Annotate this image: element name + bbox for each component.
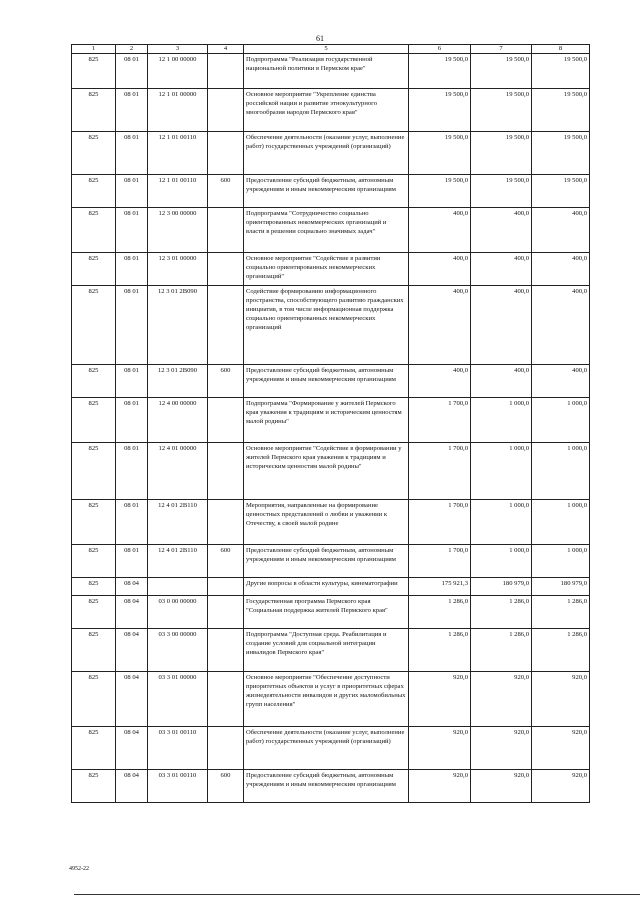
agency-code-cell: 825 (72, 727, 116, 770)
expense-type-cell (208, 54, 244, 89)
expense-type-cell (208, 132, 244, 175)
target-article-cell: 12 4 01 00000 (148, 443, 208, 500)
table-row (72, 596, 590, 629)
agency-code-cell: 825 (72, 500, 116, 545)
agency-code-cell: 825 (72, 286, 116, 365)
item-name-cell: Основное мероприятие "Укрепление единства российской нации и развитие этнокультурного многообразия народов Пермского края" (244, 89, 409, 132)
section-code-cell: 08 04 (116, 629, 148, 672)
item-name-cell: Основное мероприятие "Содействие в формировании у жителей Пермского края уважения к традициям и историческим ценностям малой родины" (244, 443, 409, 500)
section-code-cell: 08 04 (116, 578, 148, 596)
amount-cell: 1 000,0 (471, 545, 532, 578)
page-number: 61 (316, 34, 324, 43)
amount-cell: 400,0 (471, 286, 532, 365)
amount-cell: 400,0 (409, 365, 471, 398)
amount-cell: 175 921,3 (409, 578, 471, 596)
item-name-cell: Другие вопросы в области культуры, кинематографии (244, 578, 409, 596)
table-row (72, 132, 590, 175)
amount-cell: 19 500,0 (532, 132, 590, 175)
expense-type-cell: 600 (208, 175, 244, 208)
target-article-cell: 12 3 01 2В090 (148, 365, 208, 398)
item-name-cell: Подпрограмма "Доступная среда. Реабилитация и создание условий для социальной интеграции инвалидов Пермского края" (244, 629, 409, 672)
amount-cell: 400,0 (409, 286, 471, 365)
expense-type-cell (208, 398, 244, 443)
expense-type-cell (208, 578, 244, 596)
target-article-cell: 03 0 00 00000 (148, 596, 208, 629)
column-header: 2 (116, 45, 148, 54)
column-header: 5 (244, 45, 409, 54)
amount-cell: 1 700,0 (409, 398, 471, 443)
section-code-cell: 08 04 (116, 672, 148, 727)
amount-cell: 19 500,0 (471, 54, 532, 89)
amount-cell: 19 500,0 (532, 175, 590, 208)
item-name-cell: Основное мероприятие "Обеспечение доступности приоритетных объектов и услуг в приоритетных сферах жизнедеятельности инвалидов и других маломобильных групп населения" (244, 672, 409, 727)
table-row (72, 545, 590, 578)
amount-cell: 180 979,0 (471, 578, 532, 596)
agency-code-cell: 825 (72, 208, 116, 253)
section-code-cell: 08 01 (116, 175, 148, 208)
amount-cell: 920,0 (471, 770, 532, 803)
agency-code-cell: 825 (72, 365, 116, 398)
section-code-cell: 08 01 (116, 545, 148, 578)
table-row (72, 175, 590, 208)
column-header-row (72, 45, 590, 54)
amount-cell: 1 000,0 (532, 398, 590, 443)
target-article-cell: 03 3 00 00000 (148, 629, 208, 672)
table-row (72, 398, 590, 443)
amount-cell: 920,0 (409, 727, 471, 770)
table-row (72, 89, 590, 132)
amount-cell: 920,0 (409, 770, 471, 803)
expense-type-cell (208, 500, 244, 545)
agency-code-cell: 825 (72, 398, 116, 443)
expense-type-cell: 600 (208, 365, 244, 398)
section-code-cell: 08 01 (116, 443, 148, 500)
target-article-cell: 03 3 01 00110 (148, 770, 208, 803)
table-row (72, 578, 590, 596)
expense-type-cell (208, 727, 244, 770)
amount-cell: 19 500,0 (471, 132, 532, 175)
agency-code-cell: 825 (72, 443, 116, 500)
item-name-cell: Предоставление субсидий бюджетным, автономным учреждениям и иным некоммерческим организациям (244, 175, 409, 208)
table-row (72, 629, 590, 672)
section-code-cell: 08 01 (116, 253, 148, 286)
agency-code-cell: 825 (72, 596, 116, 629)
table-row (72, 54, 590, 89)
amount-cell: 400,0 (409, 253, 471, 286)
agency-code-cell: 825 (72, 578, 116, 596)
target-article-cell (148, 578, 208, 596)
expense-type-cell (208, 89, 244, 132)
amount-cell: 920,0 (532, 727, 590, 770)
amount-cell: 1 000,0 (471, 443, 532, 500)
amount-cell: 1 000,0 (471, 398, 532, 443)
target-article-cell: 12 3 01 2В090 (148, 286, 208, 365)
table-row (72, 208, 590, 253)
amount-cell: 920,0 (471, 727, 532, 770)
target-article-cell: 12 3 01 00000 (148, 253, 208, 286)
target-article-cell: 12 1 00 00000 (148, 54, 208, 89)
column-header: 8 (532, 45, 590, 54)
target-article-cell: 03 3 01 00000 (148, 672, 208, 727)
amount-cell: 1 000,0 (532, 545, 590, 578)
target-article-cell: 12 4 00 00000 (148, 398, 208, 443)
agency-code-cell: 825 (72, 770, 116, 803)
amount-cell: 19 500,0 (409, 175, 471, 208)
column-header: 1 (72, 45, 116, 54)
section-code-cell: 08 01 (116, 89, 148, 132)
amount-cell: 19 500,0 (409, 132, 471, 175)
target-article-cell: 12 1 01 00110 (148, 175, 208, 208)
agency-code-cell: 825 (72, 545, 116, 578)
table-row (72, 727, 590, 770)
amount-cell: 920,0 (532, 770, 590, 803)
bottom-rule (74, 894, 640, 895)
item-name-cell: Предоставление субсидий бюджетным, автономным учреждениям и иным некоммерческим организациям (244, 365, 409, 398)
amount-cell: 180 979,0 (532, 578, 590, 596)
section-code-cell: 08 04 (116, 770, 148, 803)
expense-type-cell (208, 253, 244, 286)
target-article-cell: 12 4 01 2В110 (148, 545, 208, 578)
amount-cell: 920,0 (409, 672, 471, 727)
amount-cell: 1 286,0 (471, 629, 532, 672)
column-header: 4 (208, 45, 244, 54)
target-article-cell: 12 1 01 00000 (148, 89, 208, 132)
item-name-cell: Обеспечение деятельности (оказание услуг, выполнение работ) государственных учреждений (организаций) (244, 727, 409, 770)
item-name-cell: Мероприятия, направленные на формирование ценностных представлений о любви и уважении к Отечеству, к своей малой родине (244, 500, 409, 545)
expense-type-cell: 600 (208, 770, 244, 803)
target-article-cell: 12 3 00 00000 (148, 208, 208, 253)
table-row (72, 253, 590, 286)
amount-cell: 400,0 (532, 286, 590, 365)
table-row (72, 672, 590, 727)
column-header: 6 (409, 45, 471, 54)
amount-cell: 400,0 (471, 253, 532, 286)
section-code-cell: 08 01 (116, 132, 148, 175)
expense-type-cell: 600 (208, 545, 244, 578)
footer-code: 4952-22 (69, 866, 89, 872)
amount-cell: 19 500,0 (409, 89, 471, 132)
agency-code-cell: 825 (72, 629, 116, 672)
agency-code-cell: 825 (72, 253, 116, 286)
item-name-cell: Государственная программа Пермского края "Социальная поддержка жителей Пермского края" (244, 596, 409, 629)
agency-code-cell: 825 (72, 54, 116, 89)
table-row (72, 286, 590, 365)
agency-code-cell: 825 (72, 132, 116, 175)
expense-type-cell (208, 443, 244, 500)
target-article-cell: 12 4 01 2В110 (148, 500, 208, 545)
section-code-cell: 08 01 (116, 54, 148, 89)
amount-cell: 1 286,0 (409, 629, 471, 672)
amount-cell: 1 000,0 (532, 500, 590, 545)
item-name-cell: Обеспечение деятельности (оказание услуг, выполнение работ) государственных учреждений (организаций) (244, 132, 409, 175)
item-name-cell: Содействие формированию информационного пространства, способствующего развитию гражданских инициатив, в том числе информационная поддержка социально ориентированных некоммерческих организаций (244, 286, 409, 365)
section-code-cell: 08 01 (116, 365, 148, 398)
column-header: 7 (471, 45, 532, 54)
section-code-cell: 08 01 (116, 500, 148, 545)
item-name-cell: Предоставление субсидий бюджетным, автономным учреждениям и иным некоммерческим организациям (244, 545, 409, 578)
section-code-cell: 08 04 (116, 596, 148, 629)
amount-cell: 19 500,0 (532, 89, 590, 132)
amount-cell: 400,0 (532, 208, 590, 253)
amount-cell: 920,0 (532, 672, 590, 727)
section-code-cell: 08 01 (116, 398, 148, 443)
item-name-cell: Подпрограмма "Формирование у жителей Пермского края уважения к традициям и историческим ценностям малой родины" (244, 398, 409, 443)
amount-cell: 19 500,0 (471, 89, 532, 132)
amount-cell: 400,0 (532, 253, 590, 286)
target-article-cell: 03 3 01 00110 (148, 727, 208, 770)
amount-cell: 1 286,0 (532, 629, 590, 672)
expense-type-cell (208, 672, 244, 727)
agency-code-cell: 825 (72, 89, 116, 132)
amount-cell: 400,0 (471, 208, 532, 253)
expense-type-cell (208, 208, 244, 253)
item-name-cell: Предоставление субсидий бюджетным, автономным учреждениям и иным некоммерческим организациям (244, 770, 409, 803)
table-row (72, 770, 590, 803)
expense-type-cell (208, 629, 244, 672)
item-name-cell: Подпрограмма "Реализация государственной национальной политики в Пермском крае" (244, 54, 409, 89)
section-code-cell: 08 01 (116, 286, 148, 365)
amount-cell: 19 500,0 (409, 54, 471, 89)
amount-cell: 400,0 (532, 365, 590, 398)
amount-cell: 1 000,0 (471, 500, 532, 545)
target-article-cell: 12 1 01 00110 (148, 132, 208, 175)
amount-cell: 1 286,0 (471, 596, 532, 629)
table-row (72, 443, 590, 500)
column-header: 3 (148, 45, 208, 54)
agency-code-cell: 825 (72, 175, 116, 208)
agency-code-cell: 825 (72, 672, 116, 727)
item-name-cell: Подпрограмма "Сотрудничество социально ориентированных некоммерческих организаций и власти в решении социально значимых задач" (244, 208, 409, 253)
amount-cell: 400,0 (409, 208, 471, 253)
item-name-cell: Основное мероприятие "Содействие в развитии социально ориентированных некоммерческих организаций" (244, 253, 409, 286)
table-row (72, 365, 590, 398)
amount-cell: 400,0 (471, 365, 532, 398)
amount-cell: 1 700,0 (409, 545, 471, 578)
amount-cell: 19 500,0 (532, 54, 590, 89)
table-row (72, 500, 590, 545)
budget-table (71, 44, 590, 803)
amount-cell: 920,0 (471, 672, 532, 727)
expense-type-cell (208, 596, 244, 629)
section-code-cell: 08 04 (116, 727, 148, 770)
amount-cell: 1 286,0 (532, 596, 590, 629)
amount-cell: 1 700,0 (409, 500, 471, 545)
amount-cell: 1 000,0 (532, 443, 590, 500)
amount-cell: 19 500,0 (471, 175, 532, 208)
expense-type-cell (208, 286, 244, 365)
section-code-cell: 08 01 (116, 208, 148, 253)
amount-cell: 1 286,0 (409, 596, 471, 629)
amount-cell: 1 700,0 (409, 443, 471, 500)
